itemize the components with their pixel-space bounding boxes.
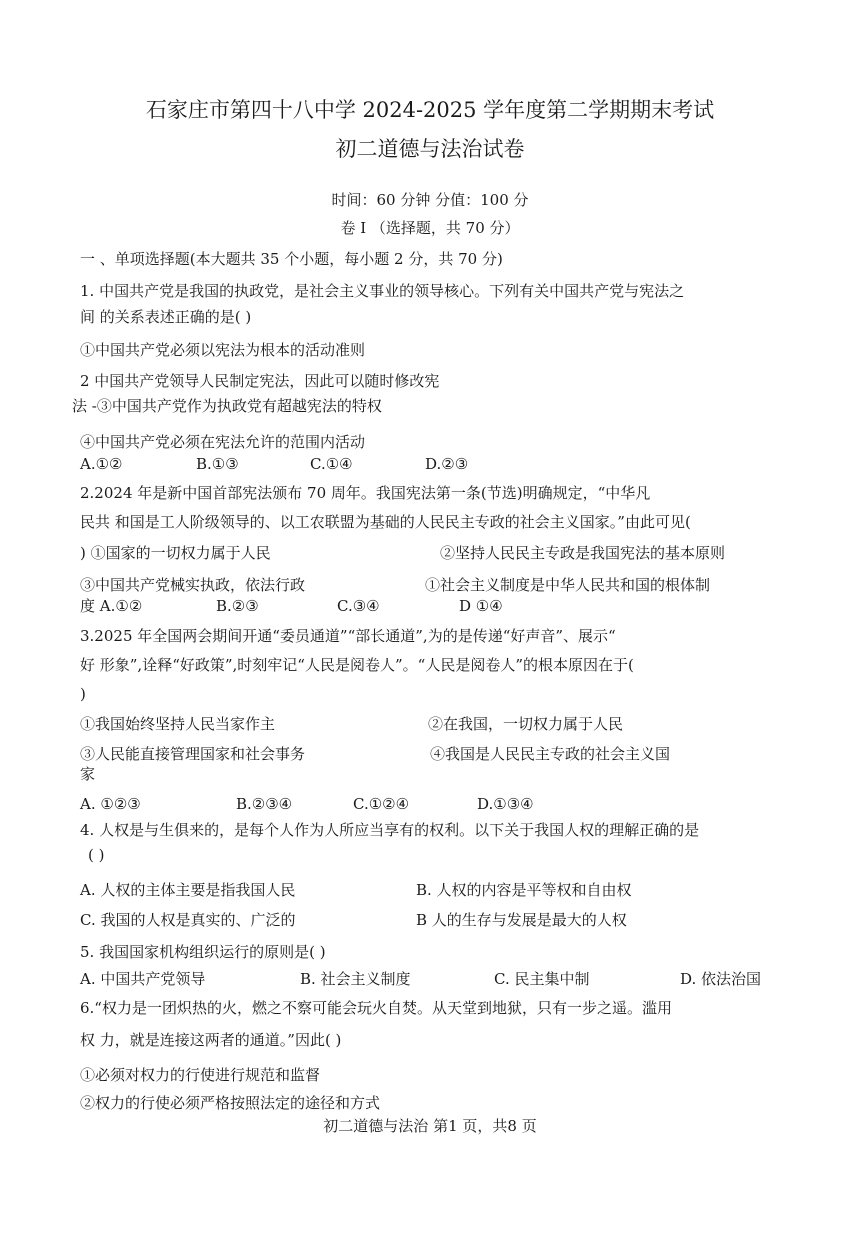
option-c: C.①②④ (353, 795, 410, 813)
option-a: A. 中国共产党领导 (80, 970, 206, 988)
option-d: D. 依法治国 (680, 970, 762, 988)
statement: ①我国始终坚持人民当家作主 (80, 715, 276, 733)
question-stem: 民共 和国是工人阶级领导的、以工农联盟为基础的人民民主专政的社会主义国家。”由此可见( (80, 513, 691, 531)
option-b: B.②③ (216, 597, 259, 615)
question-stem: 1. 中国共产党是我国的执政党，是社会主义事业的领导核心。下列有关中国共产党与宪法之 (80, 282, 685, 300)
statement: ③人民能直接管理国家和社会事务 (80, 745, 306, 763)
exam-meta: 时间：60 分钟 分值：100 分 (331, 191, 529, 209)
question-stem: 3.2025 年全国两会期间开通“委员通道”“部长通道”,为的是传递“好声音”、展示“ (80, 627, 616, 645)
question-stem: ( ) (88, 846, 105, 864)
statement: 法 -③中国共产党作为执政党有超越宪法的特权 (72, 397, 382, 415)
option-a: A. 人权的主体主要是指我国人民 (80, 881, 296, 899)
option-d: B 人的生存与发展是最大的人权 (416, 911, 627, 929)
option-d: D ①④ (459, 597, 503, 615)
question-stem: 2.2024 年是新中国首部宪法颁布 70 周年。我国宪法第一条(节选)明确规定，“中华凡 (80, 484, 651, 502)
statement: ②在我国，一切权力属于人民 (428, 715, 624, 733)
statement: ①社会主义制度是中华人民共和国的根体制 (425, 576, 711, 594)
question-stem: 权 力，就是连接这两者的通道。”因此( ) (80, 1031, 342, 1049)
question-stem: 6.“权力是一团炽热的火，燃之不察可能会玩火自焚。从天堂到地狱，只有一步之遥。滥用 (80, 999, 672, 1017)
statement: ④中国共产党必须在宪法允许的范围内活动 (80, 433, 366, 451)
option-c: C. 我国的人权是真实的、广泛的 (80, 911, 296, 929)
question-stem: 间 的关系表述正确的是( ) (80, 308, 252, 326)
volume-heading: 卷 Ⅰ （选择题，共 70 分） (340, 219, 520, 237)
statement: ③中国共产党械实执政，依法行政 (80, 576, 306, 594)
statement: 2 中国共产党领导人民制定宪法，因此可以随时修改宪 (80, 372, 440, 390)
exam-title: 石家庄市第四十八中学 2024-2025 学年度第二学期期末考试 (145, 98, 715, 122)
statement: ) ①国家的一切权力属于人民 (80, 544, 271, 562)
option-d: D.①③④ (477, 795, 534, 813)
exam-subtitle: 初二道德与法治试卷 (335, 137, 525, 161)
option-a: 度 A.①② (80, 597, 143, 615)
statement: ②坚持人民民主专政是我国宪法的基本原则 (440, 544, 726, 562)
option-b: B. 人权的内容是平等权和自由权 (416, 881, 632, 899)
option-b: B.①③ (196, 455, 239, 473)
question-stem: ) (80, 685, 86, 703)
section-heading: 一 、单项选择题(本大题共 35 个小题，每小题 2 分，共 70 分) (80, 250, 503, 268)
statement: ④我国是人民民主专政的社会主义国 (430, 745, 671, 763)
statement: ①必须对权力的行使进行规范和监督 (80, 1066, 321, 1084)
statement: ①中国共产党必须以宪法为根本的活动准则 (80, 341, 366, 359)
option-c: C. 民主集中制 (494, 970, 590, 988)
question-stem: 好 形象”,诠释“好政策”,时刻牢记“人民是阅卷人”。“人民是阅卷人”的根本原因在于( (80, 656, 634, 674)
statement: 家 (80, 765, 96, 783)
option-c: C.③④ (337, 597, 380, 615)
question-stem: 4. 人权是与生俱来的，是每个人作为人所应当享有的权利。以下关于我国人权的理解正确的是 (80, 821, 700, 839)
statement: ②权力的行使必须严格按照法定的途径和方式 (80, 1094, 381, 1112)
page-footer: 初二道德与法治 第1 页，共8 页 (323, 1117, 537, 1135)
option-a: A.①② (80, 455, 123, 473)
option-d: D.②③ (425, 455, 469, 473)
option-a: A. ①②③ (80, 795, 141, 813)
option-c: C.①④ (310, 455, 353, 473)
question-stem: 5. 我国国家机构组织运行的原则是( ) (80, 943, 326, 961)
option-b: B. 社会主义制度 (300, 970, 411, 988)
option-b: B.②③④ (236, 795, 293, 813)
